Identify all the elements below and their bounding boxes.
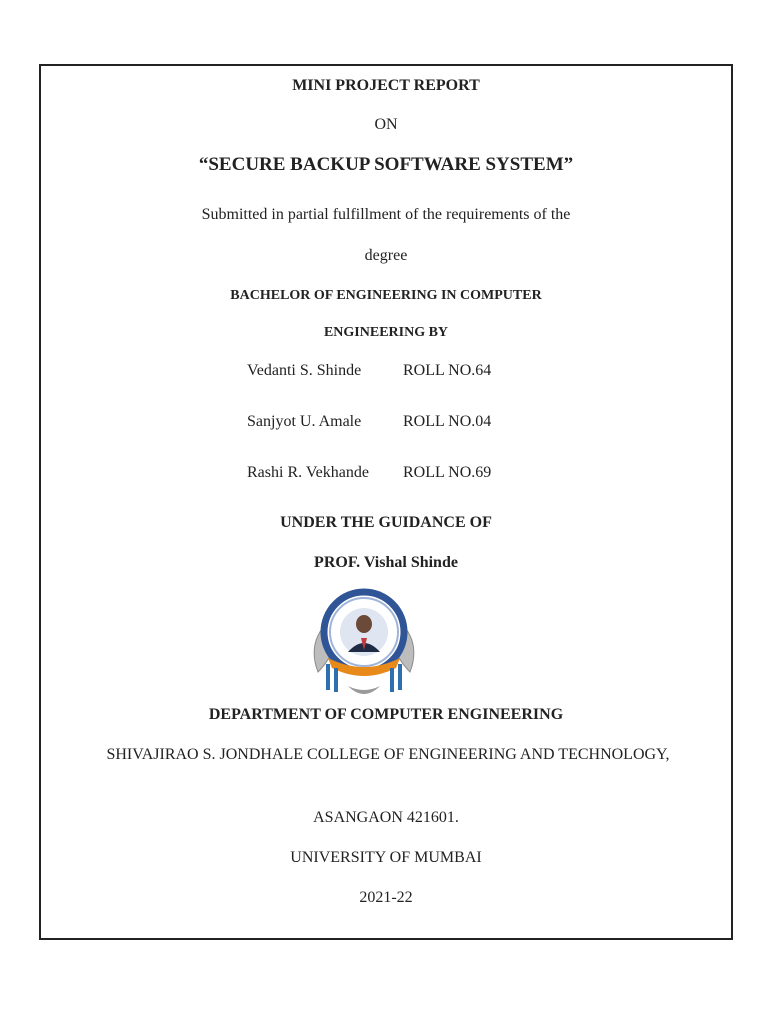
college-name: SHIVAJIRAO S. JONDHALE COLLEGE OF ENGINEERING AND TECHNOLOGY, <box>106 746 670 763</box>
report-on: ON <box>374 116 398 133</box>
academic-year: 2021-22 <box>359 889 413 906</box>
college-address: ASANGAON 421601. <box>313 809 459 826</box>
submitted-line-2: degree <box>364 247 408 264</box>
project-title: “SECURE BACKUP SOFTWARE SYSTEM” <box>198 154 574 175</box>
report-cover-page <box>39 64 733 940</box>
report-heading: MINI PROJECT REPORT <box>292 77 480 94</box>
degree-line-2: ENGINEERING BY <box>323 325 449 340</box>
member-name: Vedanti S. Shinde <box>247 362 362 379</box>
guidance-label: UNDER THE GUIDANCE OF <box>280 514 492 531</box>
member-roll: ROLL NO.04 <box>403 413 492 430</box>
submitted-line-1: Submitted in partial fulfillment of the requirements of the <box>201 206 571 223</box>
member-roll: ROLL NO.64 <box>403 362 492 379</box>
university-name: UNIVERSITY OF MUMBAI <box>290 849 482 866</box>
member-name: Rashi R. Vekhande <box>247 464 369 481</box>
guide-name: PROF. Vishal Shinde <box>314 554 458 571</box>
department-name: DEPARTMENT OF COMPUTER ENGINEERING <box>208 706 564 723</box>
college-emblem-icon <box>304 586 424 704</box>
member-name: Sanjyot U. Amale <box>247 413 362 430</box>
degree-line-1: BACHELOR OF ENGINEERING IN COMPUTER <box>230 288 542 303</box>
member-roll: ROLL NO.69 <box>403 464 492 481</box>
